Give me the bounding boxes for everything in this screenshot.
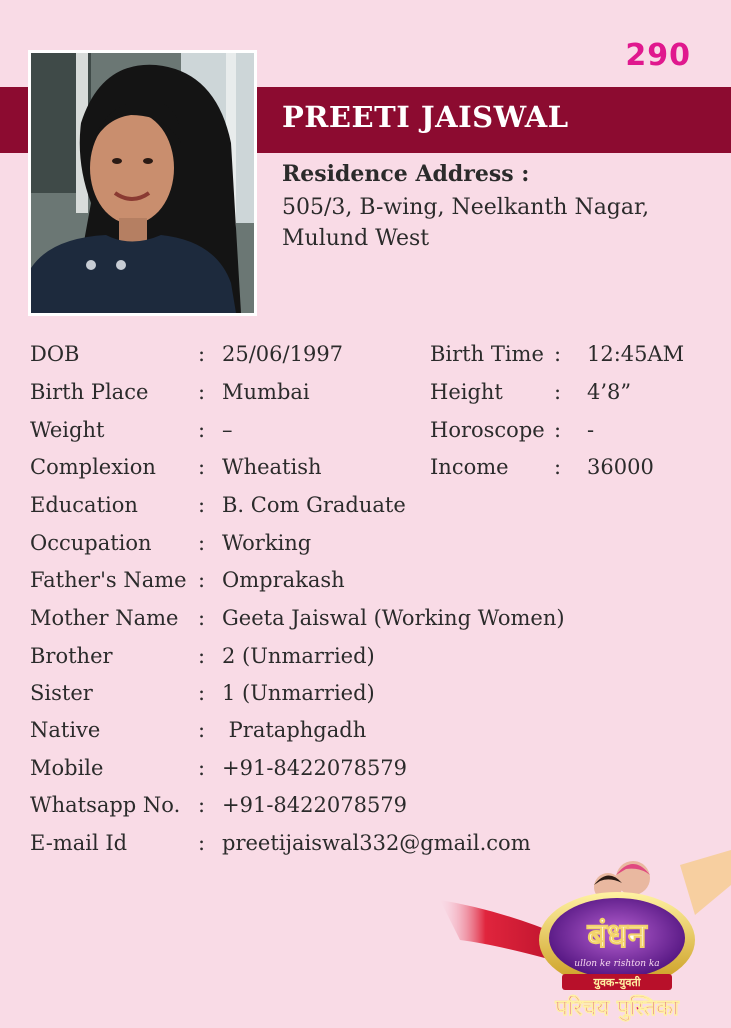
occupation-value: Working: [222, 531, 312, 555]
logo-main-text: बंधन: [587, 916, 647, 956]
birth-time-value: 12:45AM: [587, 342, 685, 366]
colon: :: [198, 455, 206, 479]
mobile-label: Mobile: [30, 756, 104, 780]
horoscope-value: -: [587, 418, 595, 442]
colon: :: [554, 455, 562, 479]
dob-label: DOB: [30, 342, 80, 366]
address-line-1: 505/3, B-wing, Neelkanth Nagar,: [282, 195, 650, 220]
weight-value: –: [222, 418, 233, 442]
colon: :: [198, 793, 206, 817]
education-value: B. Com Graduate: [222, 493, 406, 517]
dob-value: 25/06/1997: [222, 342, 344, 366]
profile-photo-frame: [28, 50, 257, 316]
mobile-value: +91-8422078579: [222, 756, 408, 780]
profile-name: PREETI JAISWAL: [282, 100, 569, 134]
complexion-label: Complexion: [30, 455, 156, 479]
colon: :: [198, 531, 206, 555]
brother-label: Brother: [30, 644, 113, 668]
native-label: Native: [30, 718, 101, 742]
colon: :: [198, 606, 206, 630]
colon: :: [198, 342, 206, 366]
income-value: 36000: [587, 455, 654, 479]
profile-photo: [31, 53, 254, 313]
colon: :: [198, 418, 206, 442]
birth-place-value: Mumbai: [222, 380, 310, 404]
height-label: Height: [430, 380, 503, 404]
address-title: Residence Address :: [282, 161, 530, 187]
fathers-name-label: Father's Name: [30, 568, 187, 592]
email-value: preetijaiswal332@gmail.com: [222, 831, 531, 855]
colon: :: [198, 380, 206, 404]
horoscope-label: Horoscope: [430, 418, 545, 442]
weight-label: Weight: [30, 418, 105, 442]
address-line-2: Mulund West: [282, 226, 430, 251]
education-label: Education: [30, 493, 138, 517]
mother-name-value: Geeta Jaiswal (Working Women): [222, 606, 565, 630]
colon: :: [198, 681, 206, 705]
whatsapp-value: +91-8422078579: [222, 793, 408, 817]
bandhan-logo: [440, 845, 731, 1024]
logo-tagline: ullon ke rishton ka: [574, 959, 660, 969]
email-label: E-mail Id: [30, 831, 128, 855]
income-label: Income: [430, 455, 509, 479]
birth-time-label: Birth Time: [430, 342, 544, 366]
colon: :: [198, 831, 206, 855]
logo-banner: युवक-युवती: [593, 976, 641, 989]
sister-value: 1 (Unmarried): [222, 681, 375, 705]
birth-place-label: Birth Place: [30, 380, 149, 404]
mother-name-label: Mother Name: [30, 606, 179, 630]
native-value: Prataphgadh: [222, 718, 367, 742]
height-value: 4’8”: [587, 380, 632, 404]
colon: :: [554, 342, 562, 366]
colon: :: [198, 756, 206, 780]
fathers-name-value: Omprakash: [222, 568, 345, 592]
colon: :: [554, 418, 562, 442]
complexion-value: Wheatish: [222, 455, 322, 479]
whatsapp-label: Whatsapp No.: [30, 793, 181, 817]
occupation-label: Occupation: [30, 531, 152, 555]
colon: :: [198, 493, 206, 517]
colon: :: [198, 644, 206, 668]
colon: :: [198, 568, 206, 592]
page-number: 290: [625, 38, 691, 73]
brother-value: 2 (Unmarried): [222, 644, 375, 668]
sister-label: Sister: [30, 681, 93, 705]
colon: :: [554, 380, 562, 404]
colon: :: [198, 718, 206, 742]
logo-subtitle: परिचय पुस्तिका: [555, 996, 679, 1021]
